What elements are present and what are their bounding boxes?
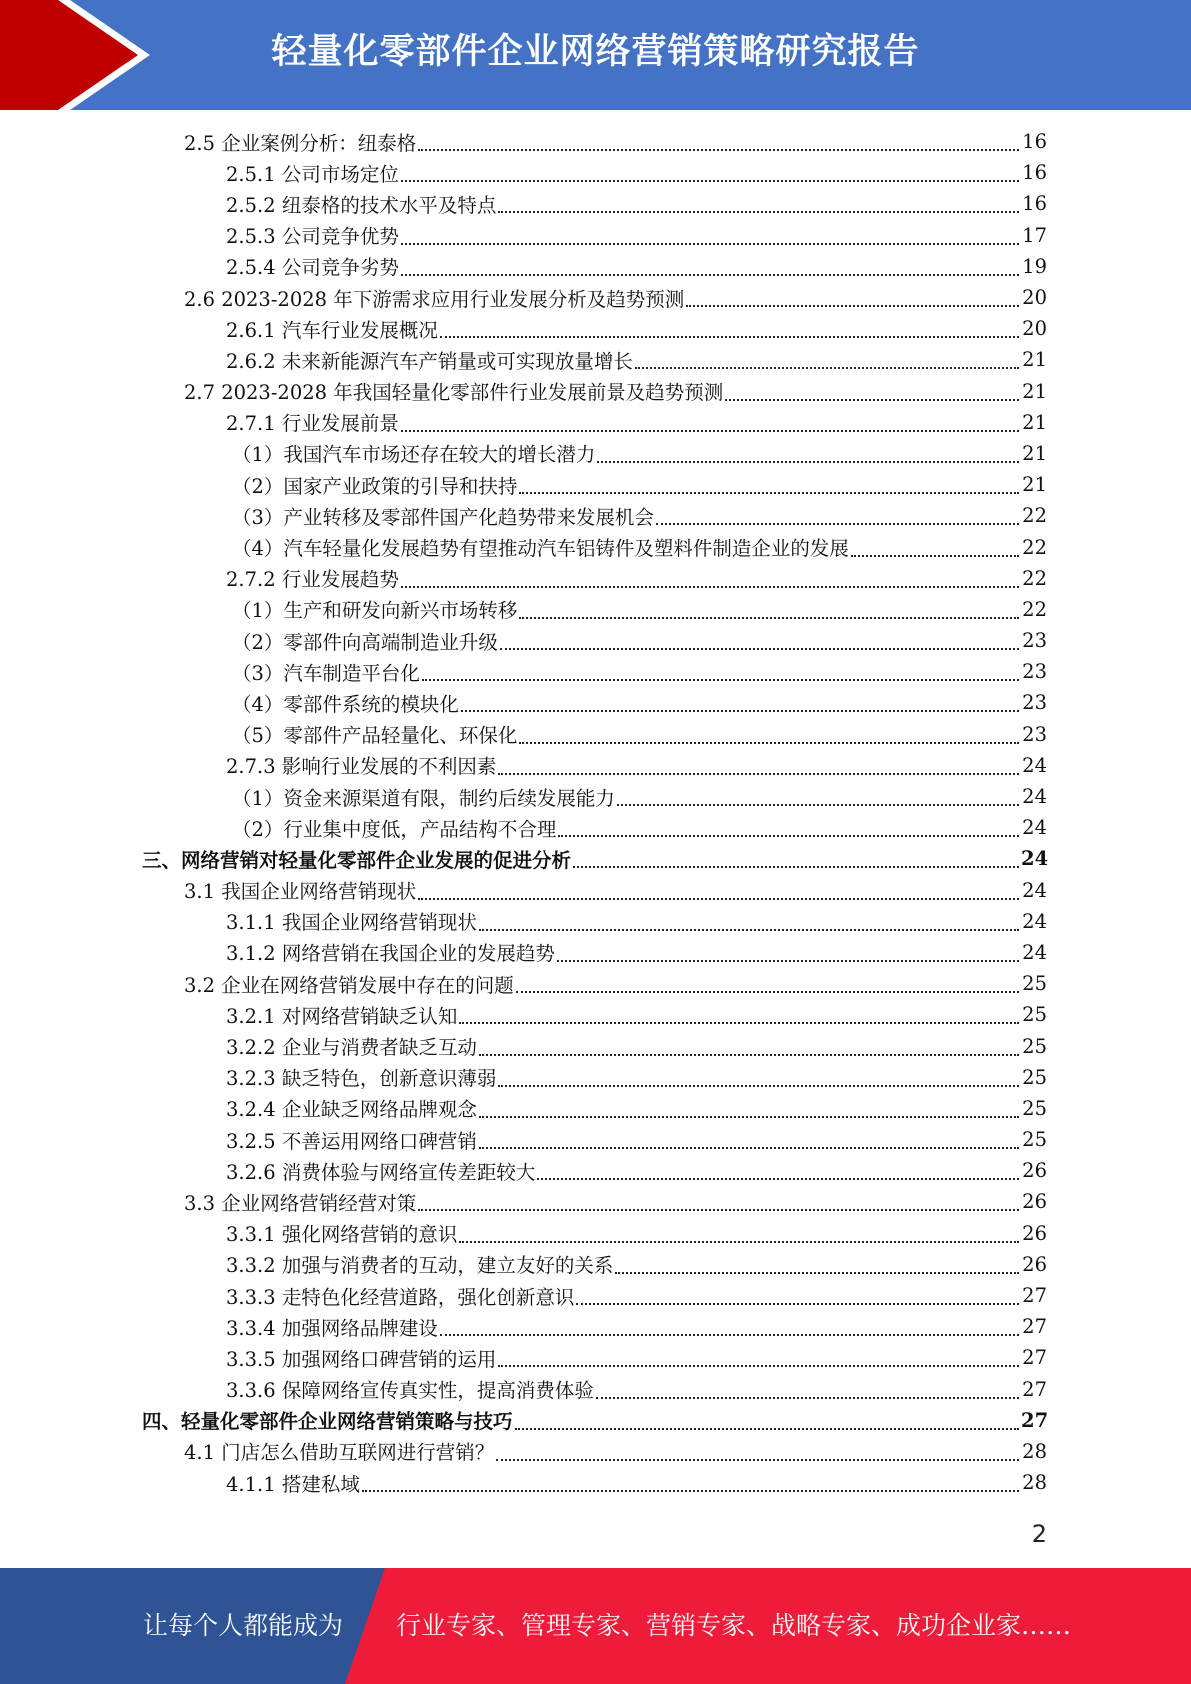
toc-entry-page: 17	[1022, 223, 1047, 247]
toc-entry-title: 2.6 2023-2028 年下游需求应用行业发展分析及趋势预测	[184, 287, 685, 311]
toc-entry-page: 20	[1022, 317, 1047, 341]
toc-entry[interactable]	[0, 1311, 1191, 1342]
toc-dot-leader	[418, 897, 1019, 900]
toc-entry[interactable]	[0, 1280, 1191, 1311]
toc-entry-title: 3.3.3 走特色化经营道路，强化创新意识	[226, 1285, 575, 1309]
toc-entry[interactable]	[0, 1062, 1191, 1093]
toc-dot-leader	[573, 865, 1019, 868]
toc-entry[interactable]	[0, 687, 1191, 718]
toc-entry-title: 3.3.4 加强网络品牌建设	[226, 1316, 438, 1340]
toc-entry[interactable]	[0, 1405, 1191, 1436]
toc-dot-leader	[615, 1271, 1019, 1274]
toc-entry-page: 16	[1022, 130, 1047, 154]
toc-dot-leader	[576, 1302, 1019, 1305]
toc-dot-leader	[686, 304, 1019, 307]
toc-entry[interactable]	[0, 220, 1191, 251]
toc-entry-title: 3.3.6 保障网络宣传真实性，提高消费体验	[226, 1379, 594, 1403]
toc-entry-title: 3.2.5 不善运用网络口碑营销	[226, 1129, 477, 1153]
page-number: 2	[1031, 1520, 1047, 1548]
toc-entry-title: 四、轻量化零部件企业网络营销策略与技巧	[142, 1410, 513, 1434]
toc-entry-page: 21	[1022, 473, 1047, 497]
toc-dot-leader	[498, 210, 1019, 213]
toc-entry[interactable]	[0, 999, 1191, 1030]
toc-entry-title: 3.1.2 网络营销在我国企业的发展趋势	[226, 942, 555, 966]
toc-entry-title: （1）我国汽车市场还存在较大的增长潜力	[232, 443, 596, 467]
toc-entry-page: 22	[1022, 566, 1047, 590]
toc-entry[interactable]	[0, 376, 1191, 407]
toc-entry-title: 2.7.1 行业发展前景	[226, 412, 399, 436]
toc-entry[interactable]	[0, 438, 1191, 469]
toc-entry-title: （3）产业转移及零部件国产化趋势带来发展机会	[232, 505, 654, 529]
footer-slogan-left: 让每个人都能成为	[143, 1611, 344, 1640]
toc-entry[interactable]	[0, 1155, 1191, 1186]
toc-entry-page: 23	[1022, 722, 1047, 746]
toc-entry[interactable]	[0, 344, 1191, 375]
toc-dot-leader	[498, 1364, 1019, 1367]
toc-entry-title: 2.6.1 汽车行业发展概况	[226, 318, 438, 342]
toc-dot-leader	[725, 398, 1019, 401]
toc-entry[interactable]	[0, 1030, 1191, 1061]
toc-entry-title: 2.5.2 纽泰格的技术水平及特点	[226, 193, 497, 217]
toc-entry-title: 3.1.1 我国企业网络营销现状	[226, 911, 477, 935]
toc-entry-page: 27	[1022, 1315, 1047, 1339]
toc-entry[interactable]	[0, 719, 1191, 750]
toc-entry-page: 25	[1022, 1065, 1047, 1089]
toc-entry[interactable]	[0, 1249, 1191, 1280]
toc-dot-leader	[519, 491, 1019, 494]
toc-entry-title: 3.2.3 缺乏特色，创新意识薄弱	[226, 1067, 497, 1091]
toc-entry-page: 16	[1022, 192, 1047, 216]
toc-entry[interactable]	[0, 531, 1191, 562]
toc-entry-page: 23	[1022, 629, 1047, 653]
toc-entry-page: 27	[1022, 1377, 1047, 1401]
toc-entry-page: 21	[1022, 441, 1047, 465]
toc-entry[interactable]	[0, 656, 1191, 687]
toc-entry-title: 3.3 企业网络营销经营对策	[184, 1191, 417, 1215]
toc-dot-leader	[479, 1115, 1019, 1118]
toc-entry[interactable]	[0, 282, 1191, 313]
toc-dot-leader	[617, 803, 1019, 806]
toc-entry-title: 2.5.4 公司竞争劣势	[226, 256, 399, 280]
toc-entry-page: 26	[1022, 1159, 1047, 1183]
toc-entry-title: （2）国家产业政策的引导和扶持	[232, 474, 518, 498]
toc-entry-title: 3.1 我国企业网络营销现状	[184, 880, 417, 904]
toc-entry-page: 24	[1022, 878, 1047, 902]
toc-entry-page: 24	[1021, 847, 1049, 871]
toc-entry[interactable]	[0, 1124, 1191, 1155]
toc-dot-leader	[558, 834, 1019, 837]
toc-entry-page: 25	[1022, 1003, 1047, 1027]
toc-entry-title: 2.7.2 行业发展趋势	[226, 568, 399, 592]
toc-dot-leader	[557, 959, 1019, 962]
toc-entry-page: 22	[1022, 504, 1047, 528]
toc-dot-leader	[596, 1396, 1019, 1399]
table-of-contents	[0, 126, 1191, 1498]
toc-entry-page: 25	[1022, 1128, 1047, 1152]
toc-entry-page: 21	[1022, 348, 1047, 372]
toc-dot-leader	[479, 1146, 1019, 1149]
toc-entry[interactable]	[0, 625, 1191, 656]
toc-dot-leader	[440, 335, 1019, 338]
toc-entry-title: 4.1 门店怎么借助互联网进行营销？	[184, 1441, 495, 1465]
toc-entry[interactable]	[0, 594, 1191, 625]
toc-entry-page: 26	[1022, 1190, 1047, 1214]
toc-entry-page: 27	[1022, 1346, 1047, 1370]
footer-banner	[0, 1568, 1191, 1684]
toc-dot-leader	[422, 678, 1019, 681]
toc-entry-page: 24	[1022, 816, 1047, 840]
toc-entry-title: （2）行业集中度低，产品结构不合理	[232, 817, 557, 841]
toc-dot-leader	[635, 366, 1019, 369]
toc-entry-page: 22	[1022, 535, 1047, 559]
toc-entry-title: （3）汽车制造平台化	[232, 661, 420, 685]
toc-entry[interactable]	[0, 906, 1191, 937]
toc-entry[interactable]	[0, 1186, 1191, 1217]
toc-entry-title: （4）零部件系统的模块化	[232, 692, 459, 716]
toc-entry[interactable]	[0, 1342, 1191, 1373]
toc-entry-title: 2.7 2023-2028 年我国轻量化零部件行业发展前景及趋势预测	[184, 381, 724, 405]
document-title: 轻量化零部件企业网络营销策略研究报告	[271, 32, 920, 72]
toc-entry-title: 3.2.1 对网络营销缺乏认知	[226, 1004, 458, 1028]
toc-dot-leader	[418, 1208, 1019, 1211]
toc-entry-page: 16	[1022, 161, 1047, 185]
toc-entry-page: 25	[1022, 972, 1047, 996]
toc-entry-page: 25	[1022, 1034, 1047, 1058]
toc-entry[interactable]	[0, 781, 1191, 812]
toc-dot-leader	[362, 1489, 1019, 1492]
toc-entry-title: 3.3.2 加强与消费者的互动，建立友好的关系	[226, 1254, 614, 1278]
toc-dot-leader	[498, 1084, 1019, 1087]
toc-entry[interactable]	[0, 188, 1191, 219]
toc-dot-leader	[597, 460, 1019, 463]
toc-dot-leader	[461, 709, 1019, 712]
toc-dot-leader	[519, 616, 1019, 619]
toc-dot-leader	[401, 585, 1019, 588]
toc-entry[interactable]	[0, 251, 1191, 282]
toc-entry-page: 24	[1022, 753, 1047, 777]
toc-entry-page: 24	[1022, 940, 1047, 964]
toc-entry-title: 4.1.1 搭建私域	[226, 1472, 360, 1496]
toc-entry-title: （1）生产和研发向新兴市场转移	[232, 599, 518, 623]
toc-entry[interactable]	[0, 313, 1191, 344]
toc-entry-page: 26	[1022, 1221, 1047, 1245]
toc-dot-leader	[500, 647, 1019, 650]
toc-entry-page: 24	[1022, 909, 1047, 933]
toc-entry-page: 22	[1022, 597, 1047, 621]
toc-dot-leader	[401, 242, 1019, 245]
footer-slogan-right: 行业专家、管理专家、营销专家、战略专家、成功企业家……	[396, 1611, 1072, 1640]
toc-dot-leader	[401, 273, 1019, 276]
toc-entry[interactable]	[0, 500, 1191, 531]
toc-entry-title: 2.5 企业案例分析：纽泰格	[184, 131, 417, 155]
toc-entry[interactable]	[0, 843, 1191, 874]
toc-entry-page: 21	[1022, 379, 1047, 403]
toc-entry-title: 3.2.6 消费体验与网络宣传差距较大	[226, 1160, 536, 1184]
toc-dot-leader	[418, 148, 1019, 151]
toc-dot-leader	[401, 179, 1019, 182]
toc-dot-leader	[519, 741, 1019, 744]
toc-entry-page: 28	[1022, 1471, 1047, 1495]
toc-entry-page: 23	[1022, 660, 1047, 684]
toc-entry[interactable]	[0, 1218, 1191, 1249]
toc-dot-leader	[496, 1458, 1019, 1461]
header-banner	[0, 0, 1191, 110]
toc-entry-page: 27	[1022, 1284, 1047, 1308]
toc-dot-leader	[479, 928, 1019, 931]
toc-entry-title: 2.6.2 未来新能源汽车产销量或可实现放量增长	[226, 349, 633, 373]
toc-entry[interactable]	[0, 968, 1191, 999]
toc-entry-title: 2.5.3 公司竞争优势	[226, 225, 399, 249]
toc-entry[interactable]	[0, 1467, 1191, 1498]
toc-entry-page: 20	[1022, 286, 1047, 310]
toc-entry-title: 3.2.4 企业缺乏网络品牌观念	[226, 1098, 477, 1122]
toc-dot-leader	[498, 772, 1019, 775]
toc-entry-page: 21	[1022, 410, 1047, 434]
toc-dot-leader	[516, 990, 1019, 993]
toc-entry-page: 26	[1022, 1252, 1047, 1276]
toc-entry[interactable]	[0, 1374, 1191, 1405]
toc-entry[interactable]	[0, 407, 1191, 438]
toc-entry-title: 3.3.1 强化网络营销的意识	[226, 1223, 458, 1247]
toc-entry[interactable]	[0, 157, 1191, 188]
toc-entry-title: 3.2 企业在网络营销发展中存在的问题	[184, 973, 514, 997]
toc-dot-leader	[440, 1333, 1019, 1336]
toc-entry-title: 3.3.5 加强网络口碑营销的运用	[226, 1347, 497, 1371]
toc-dot-leader	[537, 1177, 1019, 1180]
toc-entry[interactable]	[0, 937, 1191, 968]
toc-dot-leader	[515, 1427, 1019, 1430]
toc-entry-title: 三、网络营销对轻量化零部件企业发展的促进分析	[142, 848, 572, 872]
toc-dot-leader	[656, 522, 1019, 525]
toc-entry[interactable]	[0, 126, 1191, 157]
toc-entry[interactable]	[0, 875, 1191, 906]
toc-entry-page: 27	[1021, 1408, 1049, 1432]
toc-entry-page: 24	[1022, 785, 1047, 809]
toc-dot-leader	[401, 429, 1019, 432]
toc-entry[interactable]	[0, 563, 1191, 594]
toc-entry[interactable]	[0, 812, 1191, 843]
toc-entry-title: 3.2.2 企业与消费者缺乏互动	[226, 1036, 477, 1060]
toc-dot-leader	[459, 1021, 1019, 1024]
toc-entry-title: （4）汽车轻量化发展趋势有望推动汽车铝铸件及塑料件制造企业的发展	[232, 537, 849, 561]
toc-entry-title: （2）零部件向高端制造业升级	[232, 630, 498, 654]
toc-entry-page: 23	[1022, 691, 1047, 715]
toc-entry-title: （1）资金来源渠道有限，制约后续发展能力	[232, 786, 615, 810]
toc-entry-title: 2.7.3 影响行业发展的不利因素	[226, 755, 497, 779]
toc-dot-leader	[851, 554, 1019, 557]
toc-dot-leader	[479, 1053, 1019, 1056]
toc-entry[interactable]	[0, 469, 1191, 500]
toc-entry[interactable]	[0, 1436, 1191, 1467]
toc-entry[interactable]	[0, 750, 1191, 781]
toc-entry[interactable]	[0, 1093, 1191, 1124]
toc-entry-title: （5）零部件产品轻量化、环保化	[232, 724, 518, 748]
toc-entry-page: 28	[1022, 1439, 1047, 1463]
toc-entry-page: 19	[1022, 254, 1047, 278]
toc-entry-page: 25	[1022, 1096, 1047, 1120]
toc-entry-title: 2.5.1 公司市场定位	[226, 162, 399, 186]
toc-dot-leader	[459, 1240, 1019, 1243]
